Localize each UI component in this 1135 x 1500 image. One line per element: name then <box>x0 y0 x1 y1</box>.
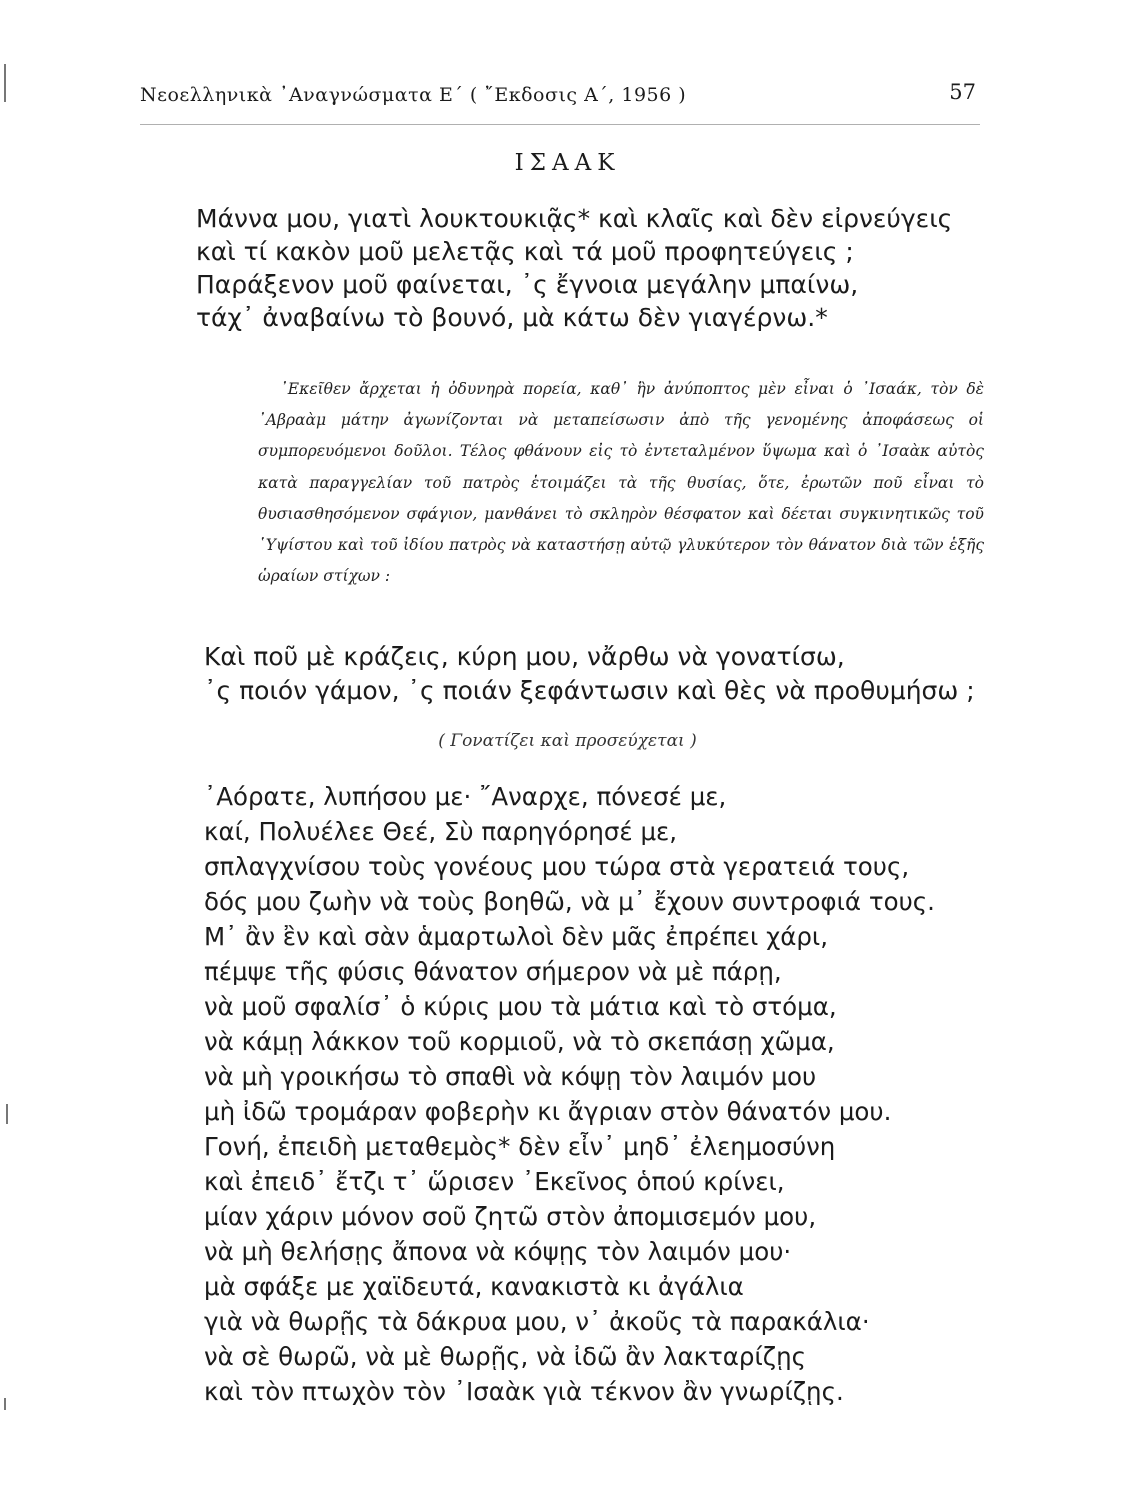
stanza-2 <box>204 640 975 708</box>
verse-line: δός μου ζωὴν νὰ τοὺς βοηθῶ, νὰ μ᾽ ἔχουν συντροφιά τους. <box>204 887 935 916</box>
verse-line: Καὶ ποῦ μὲ κράζεις, κύρη μου, νἄρθω νὰ γονατίσω, <box>204 642 845 671</box>
verse-line: τάχ᾽ ἀναβαίνω τὸ βουνό, μὰ κάτω δὲν γιαγέρνω.* <box>196 303 828 332</box>
verse-line: μὴ ἰδῶ τρομάραν φοβερὴν κι ἄγριαν στὸν θάνατόν μου. <box>204 1097 892 1126</box>
scan-margin-mark <box>6 1104 8 1124</box>
verse-line: ᾽ς ποιόν γάμον, ᾽ς ποιάν ξεφάντωσιν καὶ θὲς νὰ προθυμήσω ; <box>204 676 975 705</box>
verse-line: Μάννα μου, γιατὶ λουκτουκιᾷς* καὶ κλαῖς καὶ δὲν εἰρνεύγεις <box>196 204 953 233</box>
verse-line: γιὰ νὰ θωρῇς τὰ δάκρυα μου, ν᾽ ἀκοῦς τὰ παρακάλια· <box>204 1307 870 1336</box>
verse-line: νὰ μὴ γροικήσω τὸ σπαθὶ νὰ κόψῃ τὸν λαιμόν μου <box>204 1062 817 1091</box>
stanza-1 <box>196 202 952 334</box>
verse-line: μὰ σφάξε με χαϊδευτά, κανακιστὰ κι ἀγάλια <box>204 1272 744 1301</box>
prose-paragraph: ᾽Εκεῖθεν ἄρχεται ἡ ὀδυνηρὰ πορεία, καθ᾽ ἣν ἀνύποπτος μὲν εἶναι ὁ ᾽Ισαάκ, τὸν δὲ ᾽Αβραὰμ μάτην ἀγωνίζονται νὰ μεταπείσωσιν ἀπὸ τῆς γενομένης ἀποφάσεως οἱ συμπορευόμενοι δοῦλοι. Τέλος φθάνουν εἰς τὸ ἐντεταλμένον ὕψωμα καὶ ὁ ᾽Ισαὰκ αὐτὸς κατὰ παραγγελίαν τοῦ πατρὸς ἑτοιμάζει τὰ τῆς θυσίας, ὅτε, ἐρωτῶν ποῦ εἶναι τὸ θυσιασθησόμενον σφάγιον, μανθάνει τὸ σκληρὸν θέσφατον καὶ δέεται συγκινητικῶς τοῦ ῾Υψίστου καὶ τοῦ ἰδίου πατρὸς νὰ καταστήσῃ αὐτῷ γλυκύτερον τὸν θάνατον διὰ τῶν ἑξῆς ὡραίων στίχων : <box>258 380 984 586</box>
verse-line: καί, Πολυέλεε Θεέ, Σὺ παρηγόρησέ με, <box>204 817 678 846</box>
scan-margin-mark <box>4 64 6 102</box>
verse-line: σπλαγχνίσου τοὺς γονέους μου τώρα στὰ γερατειά τους, <box>204 852 910 881</box>
verse-line: Παράξενον μοῦ φαίνεται, ᾽ς ἔγνοια μεγάλην μπαίνω, <box>196 270 859 299</box>
verse-line: μίαν χάριν μόνον σοῦ ζητῶ στὸν ἀπομισεμόν μου, <box>204 1202 817 1231</box>
verse-line: νὰ κάμῃ λάκκον τοῦ κορμιοῦ, νὰ τὸ σκεπάσῃ χῶμα, <box>204 1027 835 1056</box>
verse-line: ᾽Αόρατε, λυπήσου με· ῎Αναρχε, πόνεσέ με, <box>204 782 727 811</box>
verse-line: Μ᾽ ἂν ἒν καὶ σὰν ἁμαρτωλοὶ δὲν μᾶς ἐπρέπει χάρι, <box>204 922 829 951</box>
page-header <box>140 80 980 125</box>
verse-line: Γονή, ἐπειδὴ μεταθεμὸς* δὲν εἶν᾽ μηδ᾽ ἐλεημοσύνη <box>204 1132 836 1161</box>
running-head: Νεοελληνικὰ ᾽Αναγνώσματα Ε΄ ( ῎Εκδοσις Α΄, 1956 ) <box>140 84 687 106</box>
stanza-3 <box>204 779 935 1409</box>
verse-line: νὰ μοῦ σφαλίσ᾽ ὁ κύρις μου τὰ μάτια καὶ τὸ στόμα, <box>204 992 837 1021</box>
poem-title: ΙΣΑΑΚ <box>514 150 621 176</box>
verse-line: καὶ τὸν πτωχὸν τὸν ᾽Ισαὰκ γιὰ τέκνον ἂν γνωρίζῃς. <box>204 1377 844 1406</box>
verse-line: καὶ τί κακὸν μοῦ μελετᾷς καὶ τά μοῦ προφητεύγεις ; <box>196 237 854 266</box>
verse-line: πέμψε τῆς φύσις θάνατον σήμερον νὰ μὲ πάρῃ, <box>204 957 782 986</box>
verse-line: νὰ μὴ θελήσῃς ἄπονα νὰ κόψῃς τὸν λαιμόν μου· <box>204 1237 792 1266</box>
verse-line: νὰ σὲ θωρῶ, νὰ μὲ θωρῇς, νὰ ἰδῶ ἂν λακταρίζῃς <box>204 1342 807 1371</box>
scan-margin-mark <box>4 1398 6 1410</box>
stage-direction: ( Γονατίζει καὶ προσεύχεται ) <box>438 731 697 751</box>
verse-line: καὶ ἐπειδ᾽ ἔτζι τ᾽ ὥρισεν ᾽Εκεῖνος ὁπού κρίνει, <box>204 1167 785 1196</box>
page-number: 57 <box>949 80 976 104</box>
